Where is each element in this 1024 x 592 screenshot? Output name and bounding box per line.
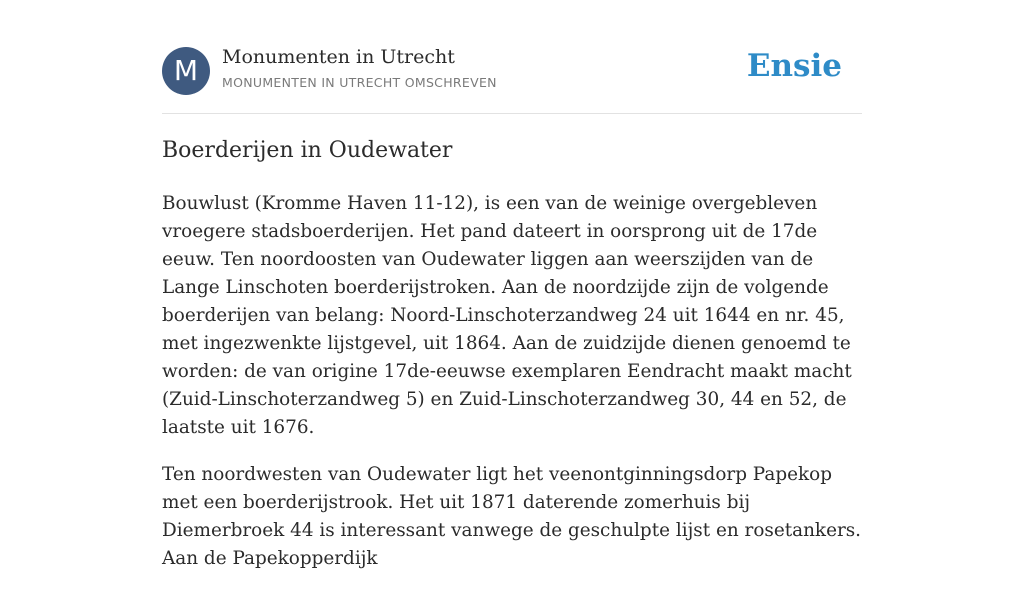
site-subtitle: MONUMENTEN IN UTRECHT OMSCHREVEN xyxy=(222,75,497,90)
site-header xyxy=(162,46,862,96)
article-body xyxy=(162,190,862,592)
avatar[interactable]: M xyxy=(162,47,210,95)
site-title[interactable]: Monumenten in Utrecht xyxy=(222,46,455,68)
ensie-logo[interactable]: Ensie xyxy=(746,48,842,84)
header-divider xyxy=(162,113,862,114)
article-paragraph: Bouwlust (Kromme Haven 11-12), is een van de weinige overgebleven vroegere stadsboerderijen. Het pand dateert in oorsprong uit de 17de eeuw. Ten noordoosten van Oudewater liggen aan weerszijden van de Lange Linschoten boerderijstroken. Aan de noordzijde zijn de volgende boerderijen van belang: Noord-Linschoterzandweg 24 uit 1644 en nr. 45, met ingezwenkte lijstgevel, uit 1864. Aan de zuidzijde dienen genoemd te worden: de van origine 17de-eeuwse exemplaren Eendracht maakt macht (Zuid-Linschoterzandweg 5) en Zuid-Linschoterzandweg 30, 44 en 52, de laatste uit 1676. xyxy=(162,193,852,438)
article-paragraph: Ten noordwesten van Oudewater ligt het veenontginningsdorp Papekop met een boerderijstrook. Het uit 1871 daterende zomerhuis bij Diemerbroek 44 is interessant vanwege de geschulpte lijst en rosetankers. Aan de Papekopperdijk xyxy=(162,464,862,569)
article-title: Boerderijen in Oudewater xyxy=(162,138,453,163)
